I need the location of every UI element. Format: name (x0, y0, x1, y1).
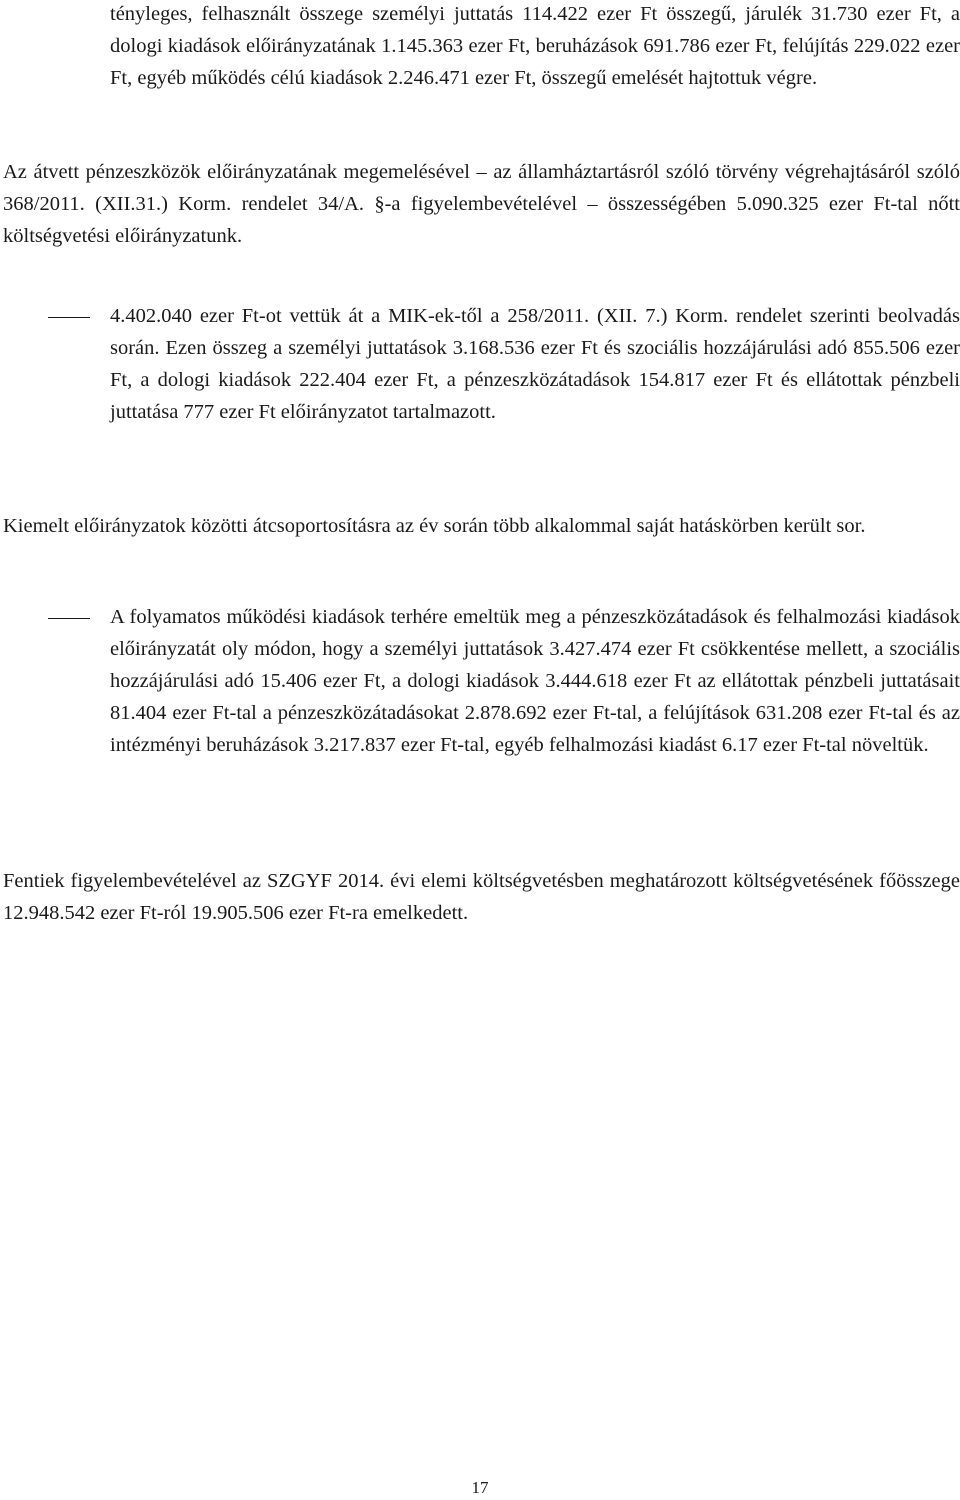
list-dash-2 (48, 618, 90, 619)
list-dash-1 (48, 317, 90, 318)
paragraph-summary: Fentiek figyelembevételével az SZGYF 2014. évi elemi költségvetésben meghatározott költségvetésének főösszege 12.948.542 ezer Ft-ról 19.905.506 ezer Ft-ra emelkedett. (3, 870, 960, 924)
paragraph-reallocation: Kiemelt előirányzatok közötti átcsoportosításra az év során több alkalommal saját hatáskörben került sor. (3, 515, 866, 537)
page-number: 17 (471, 1478, 489, 1497)
paragraph-transferred-funds: Az átvett pénzeszközök előirányzatának megemelésével – az államháztartásról szóló törvény végrehajtásáról szóló 368/2011. (XII.31.) Korm. rendelet 34/A. §-a figyelembevételével – összességében 5.090.325 ezer Ft-tal nőtt költségvetési előirányzatunk. (3, 161, 960, 247)
continued-paragraph: tényleges, felhasznált összege személyi juttatás 114.422 ezer Ft összegű, járulék 31.730 ezer Ft, a dologi kiadások előirányzatának 1.145.363 ezer Ft, beruházások 691.786 ezer Ft, felújítás 229.022 ezer Ft, egyéb működés célú kiadások 2.246.471 ezer Ft, összegű emelését hajtottuk végre. (110, 3, 960, 89)
list-item-mik-transfer: 4.402.040 ezer Ft-ot vettük át a MIK-ek-től a 258/2011. (XII. 7.) Korm. rendelet szerinti beolvadás során. Ezen összeg a személyi juttatások 3.168.536 ezer Ft és szociális hozzájárulási adó 855.506 ezer Ft, a dologi kiadások 222.404 ezer Ft, a pénzeszközátadások 154.817 ezer Ft és ellátottak pénzbeli juttatása 777 ezer Ft előirányzatot tartalmazott. (110, 305, 960, 423)
list-item-operating-expenses: A folyamatos működési kiadások terhére emeltük meg a pénzeszközátadások és felhalmozási kiadások előirányzatát oly módon, hogy a személyi juttatások 3.427.474 ezer Ft csökkentése mellett, a szociális hozzájárulási adó 15.406 ezer Ft, a dologi kiadások 3.444.618 ezer Ft az ellátottak pénzbeli juttatásait 81.404 ezer Ft-tal a pénzeszközátadásokat 2.878.692 ezer Ft-tal, a felújítások 631.208 ezer Ft-tal és az intézményi beruházások 3.217.837 ezer Ft-tal, egyéb felhalmozási kiadást 6.17 ezer Ft-tal növeltük. (110, 606, 960, 756)
